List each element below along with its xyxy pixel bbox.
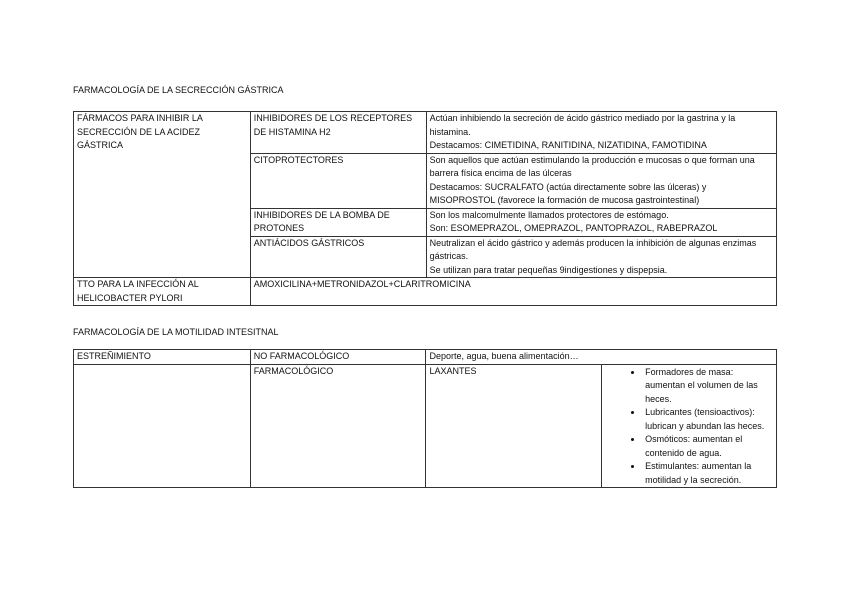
treatment-value-cell: Deporte, agua, buena alimentación… [426,350,777,365]
drug-cell: CITOPROTECTORES [250,153,426,208]
description-cell [426,153,776,208]
description-text: Actúan inhibiendo la secreción de ácido gástrico mediado por la gastrina y la histamina. [429,113,736,137]
tto-label-cell: TTO PARA LA INFECCIÓN AL HELICOBACTER PYLORI [74,278,251,306]
description-text: Son los malcomulmente llamados protectores de estómago. [429,209,669,220]
empty-cell [74,364,251,488]
laxative-list [605,366,773,488]
treatment-value-cell: LAXANTES [426,364,602,488]
description-examples: Destacamos: CIMETIDINA, RANITIDINA, NIZATIDINA, FAMOTIDINA [429,140,707,150]
description-text: Neutralizan el ácido gástrico y además producen la inhibición de algunas enzimas gástricas. [429,237,757,261]
table-row [74,112,777,154]
drug-cell: ANTIÁCIDOS GÁSTRICOS [250,236,426,278]
treatment-type-cell: NO FARMACOLÓGICO [250,350,426,365]
table-row [74,364,777,488]
description-examples: Destacamos: SUCRALFATO (actúa directamente sobre las úlceras) y MISOPROSTOL (favorece la formación de mucosa gastrointestinal) [429,181,707,205]
drug-cell: INHIBIDORES DE LA BOMBA DE PROTONES [250,208,426,236]
description-text: Son aquellos que actúan estimulando la producción e mucosas o que forman una barrera física encima de las úlceras [429,154,755,178]
description-cell [426,112,776,154]
treatment-type-cell: FARMACOLÓGICO [250,364,426,488]
description-examples: Se utilizan para tratar pequeñas 9indigestiones y dispepsia. [429,264,668,275]
tto-value-cell: AMOXICILINA+METRONIDAZOL+CLARITROMICINA [250,278,776,306]
list-item: • Lubricantes (tensioactivos): lubrican y abundan las heces. [643,406,773,433]
table-row [74,278,777,306]
list-item: • Formadores de masa: aumentan el volumen de las heces. [643,366,773,407]
description-examples: Son: ESOMEPRAZOL, OMEPRAZOL, PANTOPRAZOL, RABEPRAZOL [429,223,718,233]
section-title-secrecion: FARMACOLOGÍA DE LA SECRECCIÓN GÁSTRICA [73,85,284,95]
list-item: • Estimulantes: aumentan la motilidad y la secreción. [643,460,773,487]
table-row [74,350,777,365]
laxative-types-cell [602,364,777,488]
list-item: • Osmóticos: aumentan el contenido de agua. [643,433,773,460]
main-category-cell: FÁRMACOS PARA INHIBIR LA SECRECCIÓN DE LA ACIDEZ GÁSTRICA [74,112,251,278]
secrecion-table [73,111,777,306]
motilidad-table [73,349,777,488]
description-cell [426,208,776,236]
section-title-motilidad: FARMACOLOGÍA DE LA MOTILIDAD INTESITNAL [73,327,279,337]
drug-cell: INHIBIDORES DE LOS RECEPTORES DE HISTAMINA H2 [250,112,426,154]
condition-cell: ESTREÑIMIENTO [74,350,251,365]
description-cell [426,236,776,278]
